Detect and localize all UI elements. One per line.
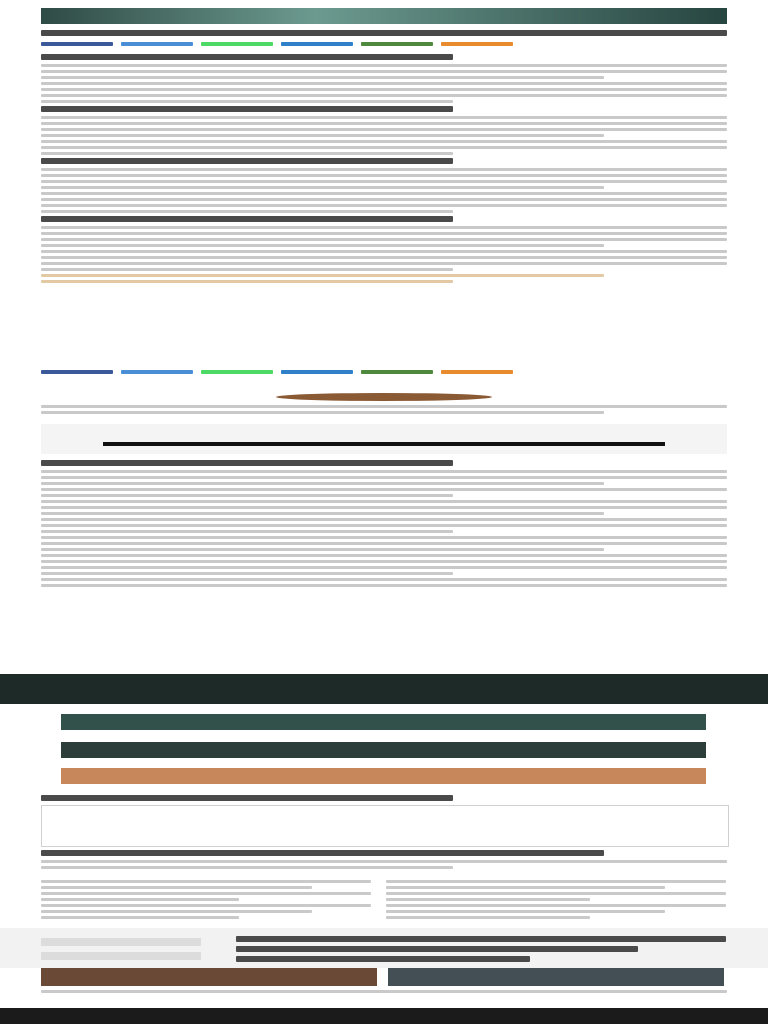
share-button-1[interactable] (41, 42, 113, 46)
email-input[interactable] (41, 952, 201, 960)
hero-banner (41, 8, 727, 24)
promo-panel (41, 424, 727, 454)
section-heading (41, 158, 453, 164)
share-buttons-top[interactable] (41, 42, 513, 46)
link-list-right[interactable] (386, 880, 726, 922)
author-bio (41, 405, 727, 417)
thumbnail-2[interactable] (388, 968, 724, 986)
share-button-2[interactable] (121, 370, 193, 374)
comment-form-fields (41, 850, 727, 872)
article-title (41, 30, 727, 40)
share-button-4[interactable] (281, 370, 353, 374)
related-post-3[interactable] (61, 768, 706, 784)
share-button-1[interactable] (41, 370, 113, 374)
photo-band (0, 674, 768, 704)
related-post-1[interactable] (61, 714, 706, 730)
widget-area (0, 928, 768, 968)
thumbnail-1[interactable] (41, 968, 377, 986)
widget-text (236, 936, 726, 966)
link-list-left[interactable] (41, 880, 371, 922)
search-input[interactable] (41, 938, 201, 946)
share-button-4[interactable] (281, 42, 353, 46)
share-button-2[interactable] (121, 42, 193, 46)
thumbnail-captions (41, 990, 727, 996)
share-button-3[interactable] (201, 370, 273, 374)
related-post-2[interactable] (61, 742, 706, 758)
section-heading (41, 106, 453, 112)
share-button-5[interactable] (361, 42, 433, 46)
author-avatar (276, 393, 492, 401)
share-button-6[interactable] (441, 370, 513, 374)
share-button-3[interactable] (201, 42, 273, 46)
comment-textarea[interactable] (41, 805, 729, 847)
share-buttons-bottom[interactable] (41, 370, 513, 374)
comment-form-heading (41, 795, 727, 805)
share-button-5[interactable] (361, 370, 433, 374)
share-button-6[interactable] (441, 42, 513, 46)
section-heading (41, 216, 453, 222)
transcription-note (0, 0, 768, 1)
comments-section (41, 460, 727, 590)
site-footer (0, 1008, 768, 1024)
article-body (41, 54, 727, 286)
section-heading (41, 54, 453, 60)
promo-bar (103, 442, 665, 446)
